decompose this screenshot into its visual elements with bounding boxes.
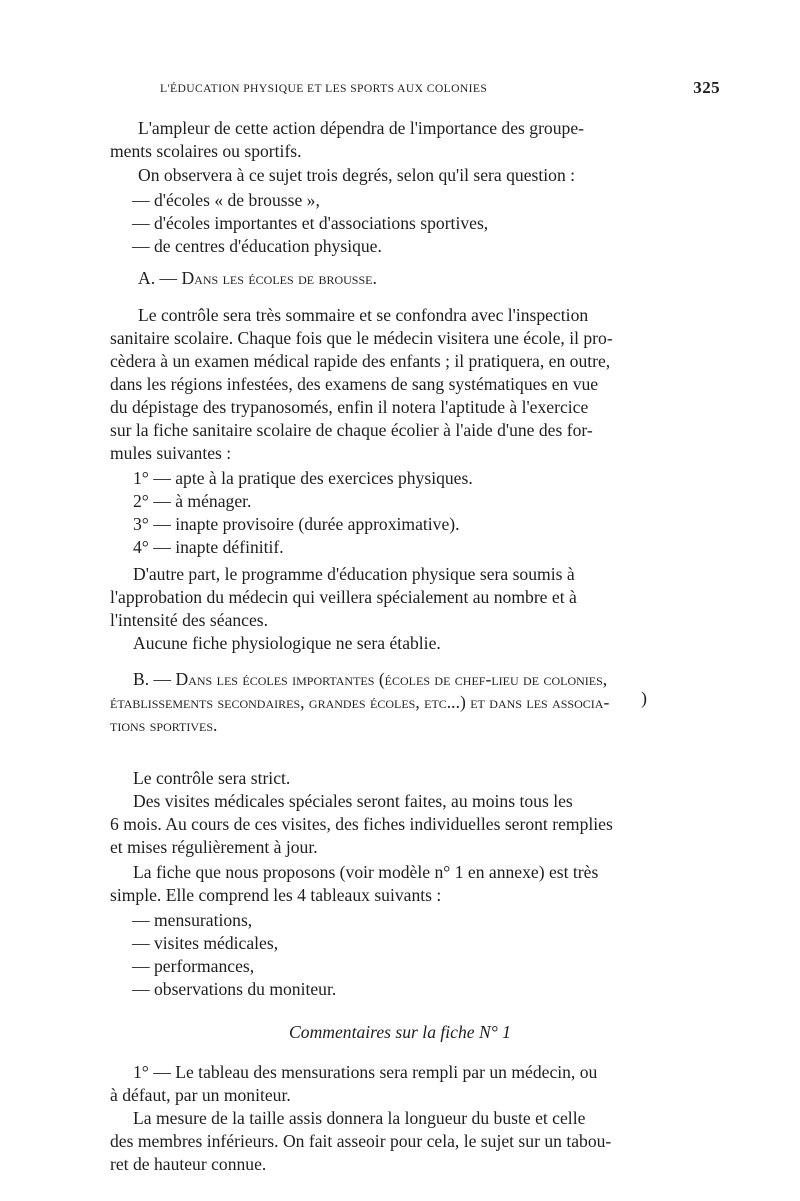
formula-item: 1° — apte à la pratique des exercices physiques.	[133, 468, 473, 488]
running-header	[160, 80, 720, 102]
section-a-line: dans les régions infestées, des examens de sang systématiques en vue	[110, 374, 599, 394]
intro-paragraph-2: On observera à ce sujet trois degrés, selon qu'il sera question :	[138, 165, 576, 185]
section-b-p2-line: 6 mois. Au cours de ces visites, des fiches individuelles seront remplies	[110, 814, 613, 834]
section-b-p2-line: et mises régulièrement à jour.	[110, 837, 318, 857]
section-a-line: sanitaire scolaire. Chaque fois que le médecin visitera une école, il pro-	[110, 328, 613, 348]
section-a-line: du dépistage des trypanosomés, enfin il notera l'aptitude à l'exercice	[110, 397, 589, 417]
bracket-mark: )	[641, 688, 647, 708]
section-b-heading: établissements secondaires, grandes écoles, etc...) et dans les associa-	[110, 692, 610, 712]
section-a-p2-line: l'intensité des séances.	[110, 610, 269, 630]
intro-list-item: — de centres d'éducation physique.	[132, 236, 382, 256]
table-list-item: — visites médicales,	[132, 933, 279, 953]
section-a-p2-line: l'approbation du médecin qui veillera spécialement au nombre et à	[110, 587, 577, 607]
intro-list-item: — d'écoles « de brousse »,	[132, 190, 320, 210]
table-list-item: — performances,	[132, 956, 255, 976]
commentaires-p2-line: ret de hauteur connue.	[110, 1154, 267, 1174]
formula-item: 3° — inapte provisoire (durée approximative).	[133, 514, 460, 534]
section-a-p3: Aucune fiche physiologique ne sera établie.	[133, 633, 441, 653]
intro-line-2: ments scolaires ou sportifs.	[110, 141, 302, 161]
section-b-p1: Le contrôle sera strict.	[133, 768, 291, 788]
table-list-item: — mensurations,	[132, 910, 253, 930]
formula-item: 2° — à ménager.	[133, 491, 252, 511]
section-a-p2-line: D'autre part, le programme d'éducation physique sera soumis à	[133, 564, 575, 584]
commentaires-p2-line: La mesure de la taille assis donnera la longueur du buste et celle	[133, 1108, 586, 1128]
section-a-heading: A. — Dans les écoles de brousse.	[138, 268, 377, 288]
formula-item: 4° — inapte définitif.	[133, 537, 284, 557]
page-number: 325	[693, 78, 720, 97]
section-b-p3-line: simple. Elle comprend les 4 tableaux suivants :	[110, 885, 442, 905]
intro-list-item: — d'écoles importantes et d'associations sportives,	[132, 213, 489, 233]
section-a-line: Le contrôle sera très sommaire et se confondra avec l'inspection	[138, 305, 589, 325]
commentaires-p1-line: 1° — Le tableau des mensurations sera rempli par un médecin, ou	[133, 1062, 598, 1082]
commentaires-p1-line: à défaut, par un moniteur.	[110, 1085, 291, 1105]
section-b-p2-line: Des visites médicales spéciales seront faites, au moins tous les	[133, 791, 573, 811]
section-a-line: cèdera à un examen médical rapide des enfants ; il pratiquera, en outre,	[110, 351, 611, 371]
section-b-heading: tions sportives.	[110, 715, 218, 735]
header-title: L'ÉDUCATION PHYSIQUE ET LES SPORTS AUX COLONIES	[160, 82, 488, 95]
section-a-line: sur la fiche sanitaire scolaire de chaque écolier à l'aide d'une des for-	[110, 420, 593, 440]
section-b-heading: B. — Dans les écoles importantes (écoles de chef-lieu de colonies,	[133, 669, 608, 689]
section-b-p3-line: La fiche que nous proposons (voir modèle n° 1 en annexe) est très	[133, 862, 599, 882]
commentaires-heading: Commentaires sur la fiche N° 1	[289, 1022, 511, 1042]
table-list-item: — observations du moniteur.	[132, 979, 337, 999]
intro-line-1: L'ampleur de cette action dépendra de l'importance des groupe-	[138, 118, 584, 138]
section-a-line: mules suivantes :	[110, 443, 232, 463]
commentaires-p2-line: des membres inférieurs. On fait asseoir pour cela, le sujet sur un tabou-	[110, 1131, 612, 1151]
